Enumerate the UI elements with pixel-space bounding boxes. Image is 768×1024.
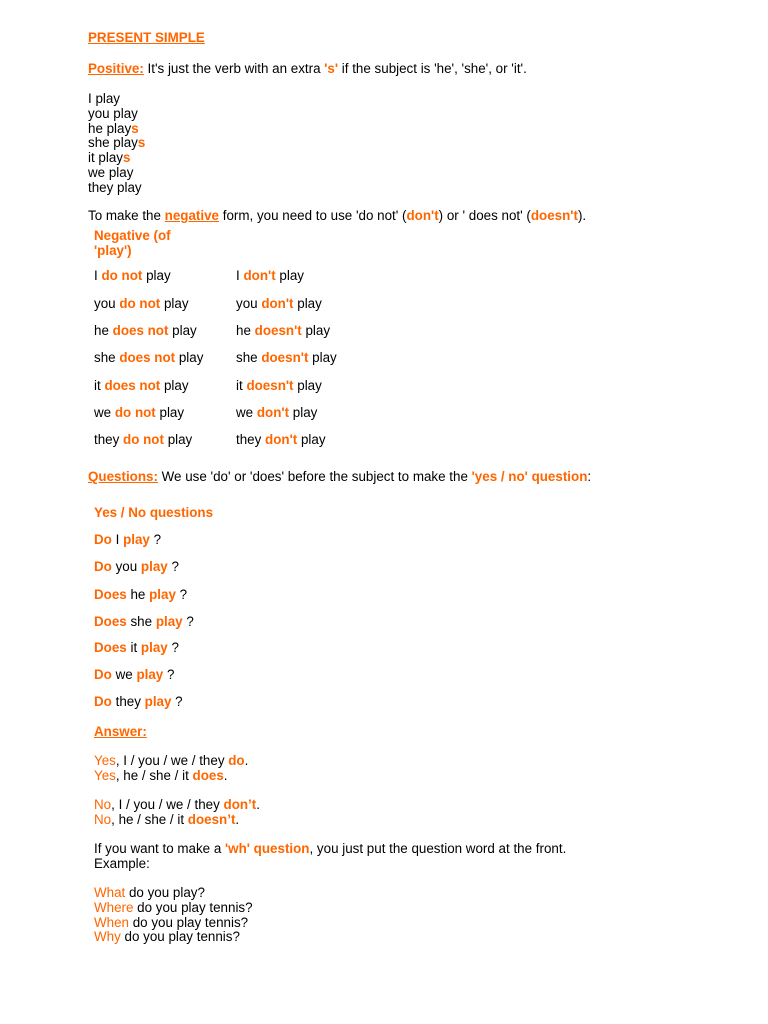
questions-highlight: 'yes / no' question — [471, 469, 588, 484]
conjugation-line — [88, 165, 145, 180]
conjugation-line — [88, 135, 145, 150]
question-item: Does he play ? — [94, 587, 188, 602]
negative-short-form: you don't play — [236, 296, 322, 311]
conjugation-line — [88, 180, 145, 195]
negative-long-form: I do not play — [94, 268, 171, 283]
conjugation-base: he play — [88, 120, 132, 136]
answer-line: Yes, he / she / it does. — [94, 767, 228, 783]
positive-text-b: if the subject is 'he', 'she', or 'it'. — [338, 61, 527, 76]
negative-keyword: negative — [164, 208, 219, 223]
positive-rule — [88, 61, 527, 76]
positive-highlight: 's' — [324, 61, 339, 76]
wh-example: Where do you play tennis? — [94, 899, 253, 915]
question-item: Do they play ? — [94, 694, 183, 709]
questions-text: We use 'do' or 'does' before the subject to make the — [157, 469, 472, 484]
conjugation-line — [88, 121, 145, 136]
negative-long-form: we do not play — [94, 405, 185, 420]
negative-long-form: you do not play — [94, 296, 189, 311]
negative-heading — [94, 228, 171, 258]
negative-long-form: they do not play — [94, 432, 193, 447]
conjugation-suffix: s — [122, 150, 131, 166]
negative-short-form: they don't play — [236, 432, 326, 447]
conjugation-suffix: s — [131, 120, 139, 136]
answer-line: No, I / you / we / they don’t. — [94, 797, 260, 812]
negative-short-form: we don't play — [236, 405, 318, 420]
negative-heading-line: 'play') — [94, 242, 132, 258]
wh-intro-line: If you want to make a 'wh' question, you just put the question word at the front. — [94, 841, 567, 856]
doesnt-highlight: doesn't — [530, 208, 578, 223]
answer-yes-block — [94, 753, 248, 783]
wh-example-label: Example: — [94, 855, 150, 871]
answer-no-block — [94, 797, 260, 827]
conjugation-base: you play — [88, 105, 138, 121]
negative-short-form: I don't play — [236, 268, 304, 283]
wh-example-list — [94, 885, 253, 944]
answer-label: Answer: — [94, 724, 147, 739]
wh-example: When do you play tennis? — [94, 914, 249, 930]
question-item: Does she play ? — [94, 614, 194, 629]
negative-intro-text: form, you need to use 'do not' ( — [219, 208, 407, 223]
negative-short-form: she doesn't play — [236, 350, 337, 365]
question-item: Do we play ? — [94, 667, 175, 682]
page-title: PRESENT SIMPLE — [88, 30, 205, 45]
negative-short-form: he doesn't play — [236, 323, 331, 338]
question-item: Do I play ? — [94, 532, 162, 547]
answer-line: Yes, I / you / we / they do. — [94, 753, 249, 768]
positive-conjugation-list — [88, 91, 145, 195]
conjugation-line — [88, 91, 145, 106]
negative-intro-text: ). — [577, 208, 587, 223]
negative-short-form: it doesn't play — [236, 378, 322, 393]
negative-long-form: it does not play — [94, 378, 189, 393]
positive-label: Positive: — [88, 61, 144, 76]
conjugation-suffix: s — [137, 135, 146, 151]
wh-example: Why do you play tennis? — [94, 929, 240, 945]
wh-intro — [94, 841, 566, 871]
wh-example: What do you play? — [94, 885, 205, 900]
questions-rule — [88, 469, 591, 484]
conjugation-base: it play — [88, 150, 123, 166]
positive-text-a: It's just the verb with an extra — [143, 61, 325, 76]
negative-intro-text: To make the — [88, 208, 165, 223]
questions-text: : — [587, 469, 592, 484]
conjugation-base: I play — [88, 91, 121, 106]
question-item: Do you play ? — [94, 559, 179, 574]
conjugation-base: they play — [88, 179, 142, 195]
dont-highlight: don't — [406, 208, 439, 223]
conjugation-line — [88, 106, 145, 121]
question-item: Does it play ? — [94, 640, 179, 655]
negative-intro — [88, 208, 586, 223]
negative-long-form: she does not play — [94, 350, 204, 365]
conjugation-base: she play — [88, 135, 138, 151]
answer-line: No, he / she / it doesn’t. — [94, 811, 240, 827]
negative-intro-text: ) or ' does not' ( — [438, 208, 531, 223]
questions-label: Questions: — [88, 469, 158, 484]
negative-long-form: he does not play — [94, 323, 197, 338]
conjugation-line — [88, 150, 145, 165]
yes-no-heading: Yes / No questions — [94, 505, 214, 520]
conjugation-base: we play — [88, 164, 134, 180]
negative-heading-line: Negative (of — [94, 228, 171, 243]
